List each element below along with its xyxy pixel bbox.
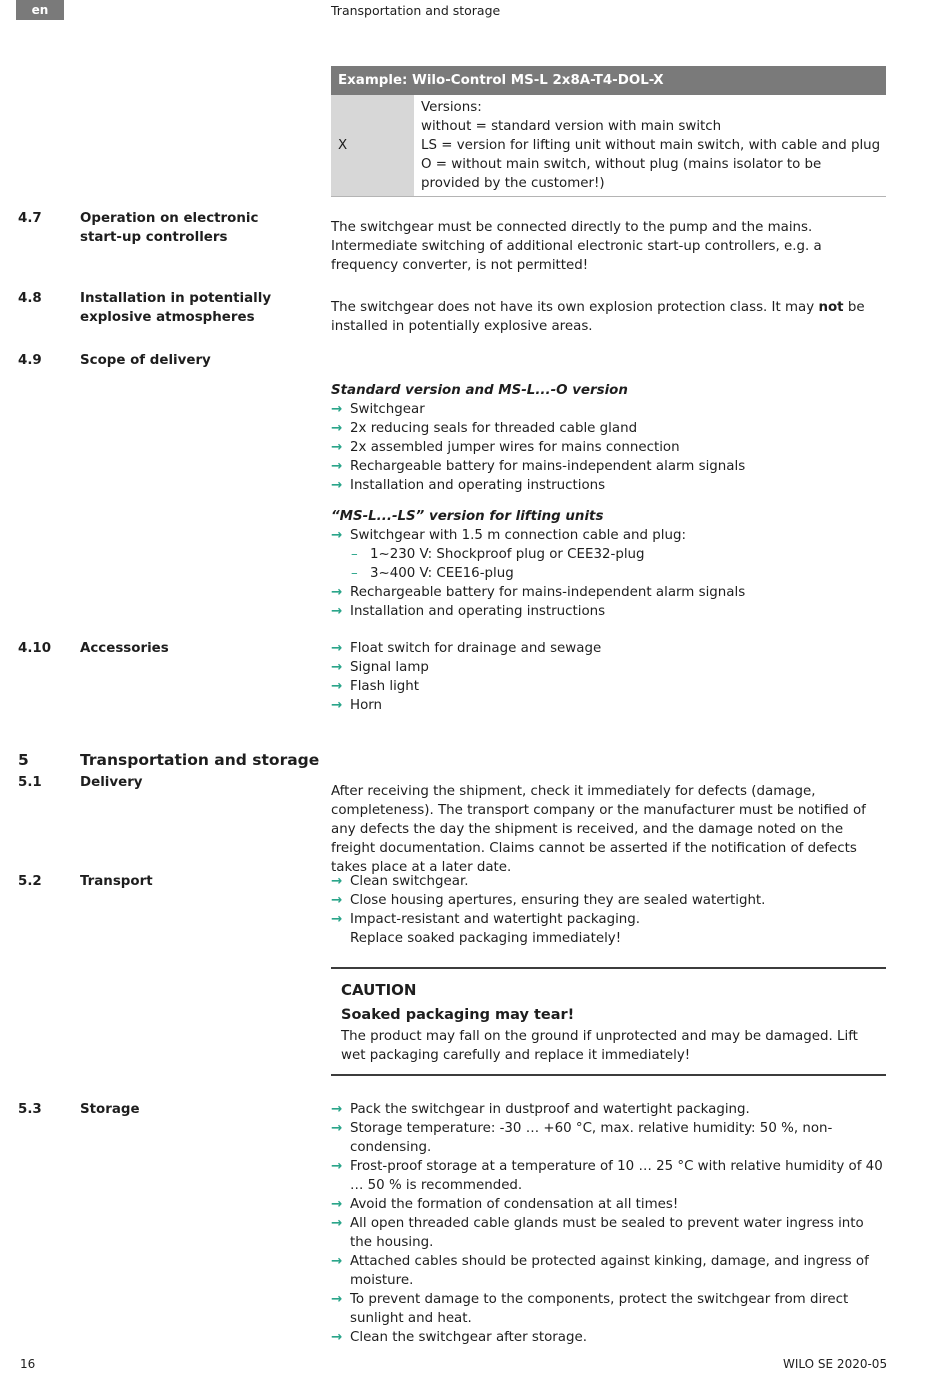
arrow-right-icon: → bbox=[331, 1159, 343, 1174]
list-item-text: 2x assembled jumper wires for mains connection bbox=[350, 440, 680, 455]
versions-line: LS = version for lifting unit without main switch, with cable and plug bbox=[421, 138, 881, 153]
chapter-number: 5 bbox=[18, 751, 29, 769]
arrow-right-icon: → bbox=[331, 1102, 343, 1117]
list-item-text: Flash light bbox=[350, 679, 420, 694]
list-item bbox=[331, 419, 887, 438]
arrow-right-icon: → bbox=[331, 1292, 343, 1307]
arrow-right-icon: → bbox=[331, 421, 343, 436]
text-run: be installed in potentially explosive areas. bbox=[331, 300, 865, 334]
list-item bbox=[331, 438, 887, 457]
accessories-list bbox=[331, 639, 887, 715]
section-title: Installation in potentially explosive atmospheres bbox=[80, 291, 272, 325]
sub-list-item bbox=[331, 564, 887, 583]
caution-box bbox=[331, 967, 886, 1076]
list-item-text: Clean switchgear. bbox=[350, 874, 469, 889]
sub-list bbox=[331, 545, 887, 583]
arrow-right-icon: → bbox=[331, 874, 343, 889]
list-item bbox=[331, 1328, 887, 1347]
page-number: 16 bbox=[20, 1357, 36, 1371]
list-item-text: Switchgear bbox=[350, 402, 425, 417]
dash-icon: – bbox=[351, 547, 358, 562]
dash-icon: – bbox=[351, 566, 358, 581]
list-item bbox=[331, 677, 887, 696]
list-item-text: Close housing apertures, ensuring they are sealed watertight. bbox=[350, 893, 766, 908]
arrow-right-icon: → bbox=[331, 402, 343, 417]
scope-of-delivery bbox=[331, 381, 887, 621]
list-item-text: All open threaded cable glands must be sealed to prevent water ingress into the housing. bbox=[350, 1216, 864, 1250]
example-table-row bbox=[331, 95, 886, 196]
list-item-text: Float switch for drainage and sewage bbox=[350, 641, 602, 656]
bullet-list bbox=[331, 583, 887, 621]
list-item bbox=[331, 526, 887, 545]
list-item bbox=[331, 1195, 887, 1214]
list-item bbox=[331, 891, 887, 910]
section-number: 4.9 bbox=[18, 353, 42, 368]
bullet-list bbox=[331, 400, 887, 495]
bullet-list bbox=[331, 872, 887, 948]
section-title: Accessories bbox=[80, 641, 169, 656]
list-item-text: 3~400 V: CEE16-plug bbox=[370, 566, 514, 581]
subheading: Standard version and MS-L...-O version bbox=[331, 383, 628, 398]
list-item bbox=[331, 400, 887, 419]
list-item-text: Storage temperature: -30 … +60 °C, max. relative humidity: 50 %, non-condensing. bbox=[350, 1121, 833, 1155]
arrow-right-icon: → bbox=[331, 698, 343, 713]
example-table-header: Example: Wilo-Control MS-L 2x8A-T4-DOL-X bbox=[331, 66, 886, 95]
list-item-text: Switchgear with 1.5 m connection cable and plug: bbox=[350, 528, 686, 543]
section-number: 4.10 bbox=[18, 641, 52, 656]
chapter-title: Transportation and storage bbox=[80, 751, 320, 769]
arrow-right-icon: → bbox=[331, 679, 343, 694]
arrow-right-icon: → bbox=[331, 528, 343, 543]
text-emphasis: not bbox=[818, 300, 844, 315]
section-text bbox=[331, 298, 887, 336]
list-item-text: To prevent damage to the components, protect the switchgear from direct sunlight and heat. bbox=[350, 1292, 849, 1326]
caution-title: Soaked packaging may tear! bbox=[341, 1007, 575, 1023]
list-item bbox=[331, 910, 887, 948]
list-item-text: 1~230 V: Shockproof plug or CEE32-plug bbox=[370, 547, 645, 562]
arrow-right-icon: → bbox=[331, 459, 343, 474]
caution-text: The product may fall on the ground if unprotected and may be damaged. Lift wet packaging carefully and replace it immediately! bbox=[341, 1029, 858, 1063]
arrow-right-icon: → bbox=[331, 1197, 343, 1212]
arrow-right-icon: → bbox=[331, 1121, 343, 1136]
list-item-text: Attached cables should be protected against kinking, damage, and ingress of moisture. bbox=[350, 1254, 869, 1288]
section-title: Transport bbox=[80, 874, 153, 889]
arrow-right-icon: → bbox=[331, 440, 343, 455]
section-number: 4.8 bbox=[18, 291, 42, 306]
section-title: Storage bbox=[80, 1102, 140, 1117]
list-item-text: Rechargeable battery for mains-independent alarm signals bbox=[350, 459, 746, 474]
arrow-right-icon: → bbox=[331, 660, 343, 675]
list-item bbox=[331, 639, 887, 658]
list-item-text: Rechargeable battery for mains-independent alarm signals bbox=[350, 585, 746, 600]
section-number: 5.3 bbox=[18, 1102, 42, 1117]
versions-line: without = standard version with main switch bbox=[421, 119, 722, 134]
list-item-text: Installation and operating instructions bbox=[350, 478, 606, 493]
example-table-value bbox=[414, 95, 886, 196]
list-item bbox=[331, 696, 887, 715]
list-item bbox=[331, 1290, 887, 1328]
list-item bbox=[331, 1252, 887, 1290]
running-header-title: Transportation and storage bbox=[331, 3, 501, 18]
list-item-text: Clean the switchgear after storage. bbox=[350, 1330, 588, 1345]
arrow-right-icon: → bbox=[331, 604, 343, 619]
arrow-right-icon: → bbox=[331, 1330, 343, 1345]
list-item bbox=[331, 1214, 887, 1252]
subheading: “MS-L...-LS” version for lifting units bbox=[331, 509, 604, 524]
list-item-text: Frost-proof storage at a temperature of 10 … 25 °C with relative humidity of 40 … 50 % is recommended. bbox=[350, 1159, 883, 1193]
arrow-right-icon: → bbox=[331, 1216, 343, 1231]
list-item bbox=[331, 1119, 887, 1157]
section-number: 5.2 bbox=[18, 874, 42, 889]
list-item bbox=[331, 872, 887, 891]
section-text: The switchgear must be connected directly to the pump and the mains. Intermediate switching of additional electronic start-up controllers, e.g. a frequency converter, is not permitted! bbox=[331, 220, 822, 273]
arrow-right-icon: → bbox=[331, 478, 343, 493]
list-item-text: Horn bbox=[350, 698, 383, 713]
storage-list bbox=[331, 1100, 887, 1347]
arrow-right-icon: → bbox=[331, 585, 343, 600]
list-item bbox=[331, 1157, 887, 1195]
versions-line: Versions: bbox=[421, 100, 482, 115]
sub-list-item bbox=[331, 545, 887, 564]
section-number: 4.7 bbox=[18, 211, 42, 226]
section-title: Operation on electronic start-up controllers bbox=[80, 211, 259, 245]
arrow-right-icon: → bbox=[331, 912, 343, 927]
list-item bbox=[331, 583, 887, 602]
arrow-right-icon: → bbox=[331, 1254, 343, 1269]
list-item bbox=[331, 1100, 887, 1119]
list-item-text: Signal lamp bbox=[350, 660, 429, 675]
list-item-text: Pack the switchgear in dustproof and watertight packaging. bbox=[350, 1102, 750, 1117]
section-text: After receiving the shipment, check it immediately for defects (damage, completeness). The transport company or the manufacturer must be notified of any defects the day the shipment is received, and the damage noted on the freight documentation. Claims cannot be asserted if the notification of defects takes place at a later date. bbox=[331, 784, 866, 875]
section-title: Scope of delivery bbox=[80, 353, 211, 368]
footer-brand: WILO SE 2020-05 bbox=[783, 1357, 888, 1371]
arrow-right-icon: → bbox=[331, 893, 343, 908]
list-item bbox=[331, 457, 887, 476]
list-item-text: Installation and operating instructions bbox=[350, 604, 606, 619]
list-item-text: 2x reducing seals for threaded cable gland bbox=[350, 421, 638, 436]
list-item bbox=[331, 658, 887, 677]
bullet-list bbox=[331, 526, 887, 545]
example-table-key: X bbox=[331, 95, 414, 196]
caution-label: CAUTION bbox=[341, 981, 417, 999]
list-item bbox=[331, 602, 887, 621]
transport-list bbox=[331, 872, 887, 948]
arrow-right-icon: → bbox=[331, 641, 343, 656]
text-run: The switchgear does not have its own explosion protection class. It may bbox=[331, 300, 819, 315]
versions-line: O = without main switch, without plug (mains isolator to be provided by the customer!) bbox=[421, 157, 822, 191]
section-number: 5.1 bbox=[18, 775, 42, 790]
list-item-text: Impact-resistant and watertight packaging. bbox=[350, 912, 641, 927]
list-item-text: Avoid the formation of condensation at all times! bbox=[350, 1197, 679, 1212]
list-item-text: Replace soaked packaging immediately! bbox=[350, 931, 622, 946]
language-tab: en bbox=[16, 0, 64, 20]
bullet-list bbox=[331, 1100, 887, 1347]
bullet-list bbox=[331, 639, 887, 715]
list-item bbox=[331, 476, 887, 495]
example-table bbox=[331, 66, 886, 197]
section-title: Delivery bbox=[80, 775, 143, 790]
